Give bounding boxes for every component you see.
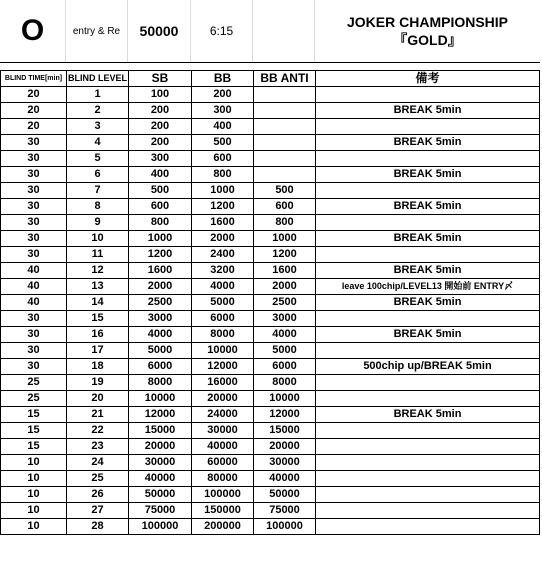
table-row: [1, 439, 540, 455]
cell-bb-anti: 30000: [254, 455, 316, 471]
cell-memo: leave 100chip/LEVEL13 開始前 ENTRY〆: [316, 279, 540, 295]
cell-sb: 800: [129, 215, 192, 231]
cell-blind-level: 17: [67, 343, 129, 359]
cell-bb-anti: 8000: [254, 375, 316, 391]
tournament-title: [315, 0, 540, 62]
start-time: 6:15: [191, 0, 253, 62]
cell-sb: 200: [129, 103, 192, 119]
cell-blind-time: 10: [1, 519, 67, 535]
cell-sb: 6000: [129, 359, 192, 375]
cell-bb: 800: [192, 167, 254, 183]
cell-sb: 5000: [129, 343, 192, 359]
table-row: [1, 167, 540, 183]
table-row: [1, 407, 540, 423]
cell-blind-level: 7: [67, 183, 129, 199]
cell-bb: 1000: [192, 183, 254, 199]
cell-sb: 2500: [129, 295, 192, 311]
cell-bb: 80000: [192, 471, 254, 487]
cell-blind-time: 30: [1, 215, 67, 231]
cell-blind-level: 28: [67, 519, 129, 535]
cell-bb: 400: [192, 119, 254, 135]
cell-blind-level: 1: [67, 87, 129, 103]
cell-blind-time: 15: [1, 423, 67, 439]
cell-bb-anti: 40000: [254, 471, 316, 487]
cell-bb: 1200: [192, 199, 254, 215]
cell-memo: BREAK 5min: [316, 407, 540, 423]
cell-memo: [316, 247, 540, 263]
cell-blind-level: 20: [67, 391, 129, 407]
cell-sb: 75000: [129, 503, 192, 519]
cell-blind-level: 2: [67, 103, 129, 119]
cell-blind-time: 30: [1, 183, 67, 199]
table-row: [1, 295, 540, 311]
cell-bb: 100000: [192, 487, 254, 503]
cell-sb: 400: [129, 167, 192, 183]
cell-sb: 12000: [129, 407, 192, 423]
col-bb-anti: BB ANTI: [254, 71, 316, 87]
cell-sb: 100: [129, 87, 192, 103]
cell-blind-time: 30: [1, 151, 67, 167]
cell-blind-level: 4: [67, 135, 129, 151]
table-row: [1, 391, 540, 407]
cell-memo: BREAK 5min: [316, 103, 540, 119]
cell-sb: 200: [129, 119, 192, 135]
cell-bb: 150000: [192, 503, 254, 519]
cell-memo: [316, 439, 540, 455]
cell-bb-anti: [254, 167, 316, 183]
cell-bb: 30000: [192, 423, 254, 439]
cell-blind-level: 5: [67, 151, 129, 167]
cell-blind-level: 15: [67, 311, 129, 327]
cell-bb-anti: 100000: [254, 519, 316, 535]
cell-blind-time: 20: [1, 119, 67, 135]
cell-blind-level: 12: [67, 263, 129, 279]
cell-blind-level: 21: [67, 407, 129, 423]
cell-blind-time: 15: [1, 407, 67, 423]
cell-bb: 2400: [192, 247, 254, 263]
cell-memo: [316, 311, 540, 327]
table-row: [1, 151, 540, 167]
cell-bb-anti: 15000: [254, 423, 316, 439]
blind-table-body: [1, 87, 540, 535]
cell-blind-time: 10: [1, 455, 67, 471]
cell-bb-anti: [254, 103, 316, 119]
cell-blind-time: 30: [1, 135, 67, 151]
cell-memo: 500chip up/BREAK 5min: [316, 359, 540, 375]
cell-bb-anti: 2000: [254, 279, 316, 295]
cell-blind-level: 23: [67, 439, 129, 455]
cell-blind-level: 19: [67, 375, 129, 391]
cell-bb: 300: [192, 103, 254, 119]
cell-bb-anti: 1000: [254, 231, 316, 247]
table-row: [1, 327, 540, 343]
cell-memo: BREAK 5min: [316, 327, 540, 343]
cell-blind-time: 30: [1, 247, 67, 263]
cell-blind-level: 6: [67, 167, 129, 183]
cell-blind-time: 25: [1, 391, 67, 407]
cell-bb: 1600: [192, 215, 254, 231]
col-blind-time: BLIND TIME[min]: [1, 71, 67, 87]
cell-blind-level: 11: [67, 247, 129, 263]
tournament-title-line1: JOKER CHAMPIONSHIP: [346, 14, 509, 30]
table-row: [1, 375, 540, 391]
cell-bb-anti: 6000: [254, 359, 316, 375]
table-row: [1, 311, 540, 327]
cell-memo: [316, 503, 540, 519]
cell-blind-level: 14: [67, 295, 129, 311]
cell-bb-anti: 2500: [254, 295, 316, 311]
tournament-mark: O: [0, 0, 66, 62]
table-row: [1, 119, 540, 135]
cell-bb: 500: [192, 135, 254, 151]
cell-memo: BREAK 5min: [316, 295, 540, 311]
cell-blind-time: 30: [1, 359, 67, 375]
cell-bb-anti: 1200: [254, 247, 316, 263]
cell-sb: 2000: [129, 279, 192, 295]
cell-bb-anti: [254, 119, 316, 135]
cell-memo: [316, 183, 540, 199]
cell-sb: 20000: [129, 439, 192, 455]
cell-memo: [316, 215, 540, 231]
cell-bb-anti: 3000: [254, 311, 316, 327]
cell-memo: [316, 423, 540, 439]
cell-sb: 50000: [129, 487, 192, 503]
cell-memo: [316, 343, 540, 359]
cell-sb: 300: [129, 151, 192, 167]
cell-blind-time: 25: [1, 375, 67, 391]
table-row: [1, 503, 540, 519]
cell-memo: [316, 375, 540, 391]
cell-blind-time: 15: [1, 439, 67, 455]
cell-blind-time: 20: [1, 87, 67, 103]
cell-memo: BREAK 5min: [316, 199, 540, 215]
col-sb: SB: [129, 71, 192, 87]
col-memo: 備考: [316, 71, 540, 87]
table-row: [1, 247, 540, 263]
cell-sb: 40000: [129, 471, 192, 487]
entry-label: entry & Re: [66, 0, 128, 62]
cell-blind-time: 10: [1, 487, 67, 503]
cell-sb: 15000: [129, 423, 192, 439]
cell-blind-time: 30: [1, 343, 67, 359]
cell-bb-anti: 50000: [254, 487, 316, 503]
table-row: [1, 343, 540, 359]
cell-sb: 1600: [129, 263, 192, 279]
cell-bb: 60000: [192, 455, 254, 471]
cell-bb: 20000: [192, 391, 254, 407]
cell-sb: 1200: [129, 247, 192, 263]
cell-blind-level: 26: [67, 487, 129, 503]
table-row: [1, 103, 540, 119]
cell-bb-anti: 500: [254, 183, 316, 199]
cell-bb: 2000: [192, 231, 254, 247]
table-row: [1, 263, 540, 279]
cell-memo: BREAK 5min: [316, 263, 540, 279]
cell-bb: 8000: [192, 327, 254, 343]
cell-bb: 24000: [192, 407, 254, 423]
cell-sb: 30000: [129, 455, 192, 471]
cell-bb: 200: [192, 87, 254, 103]
cell-sb: 500: [129, 183, 192, 199]
cell-blind-level: 9: [67, 215, 129, 231]
table-row: [1, 215, 540, 231]
table-row: [1, 279, 540, 295]
tournament-header: [0, 0, 540, 63]
cell-bb: 200000: [192, 519, 254, 535]
cell-blind-level: 22: [67, 423, 129, 439]
cell-blind-time: 20: [1, 103, 67, 119]
table-row: [1, 87, 540, 103]
cell-bb-anti: 20000: [254, 439, 316, 455]
cell-bb-anti: 600: [254, 199, 316, 215]
cell-memo: [316, 151, 540, 167]
cell-sb: 100000: [129, 519, 192, 535]
cell-memo: [316, 119, 540, 135]
cell-bb-anti: 5000: [254, 343, 316, 359]
cell-blind-time: 30: [1, 167, 67, 183]
table-row: [1, 519, 540, 535]
cell-bb: 12000: [192, 359, 254, 375]
cell-sb: 8000: [129, 375, 192, 391]
cell-memo: [316, 471, 540, 487]
cell-bb-anti: [254, 135, 316, 151]
cell-blind-time: 30: [1, 311, 67, 327]
cell-memo: BREAK 5min: [316, 135, 540, 151]
cell-blind-level: 24: [67, 455, 129, 471]
cell-bb: 600: [192, 151, 254, 167]
cell-blind-time: 40: [1, 263, 67, 279]
cell-blind-time: 30: [1, 231, 67, 247]
cell-memo: [316, 391, 540, 407]
cell-sb: 200: [129, 135, 192, 151]
blind-table: [0, 70, 540, 535]
table-row: [1, 135, 540, 151]
table-row: [1, 423, 540, 439]
cell-blind-time: 30: [1, 199, 67, 215]
cell-sb: 3000: [129, 311, 192, 327]
table-row: [1, 199, 540, 215]
table-row: [1, 359, 540, 375]
cell-blind-level: 18: [67, 359, 129, 375]
cell-bb-anti: 800: [254, 215, 316, 231]
cell-sb: 1000: [129, 231, 192, 247]
cell-blind-level: 13: [67, 279, 129, 295]
cell-blind-level: 16: [67, 327, 129, 343]
cell-bb: 6000: [192, 311, 254, 327]
cell-bb-anti: 4000: [254, 327, 316, 343]
cell-blind-level: 3: [67, 119, 129, 135]
cell-bb-anti: 75000: [254, 503, 316, 519]
header-blank-cell: [253, 0, 315, 62]
cell-bb: 3200: [192, 263, 254, 279]
cell-bb-anti: 10000: [254, 391, 316, 407]
cell-blind-time: 10: [1, 471, 67, 487]
cell-sb: 4000: [129, 327, 192, 343]
cell-blind-level: 10: [67, 231, 129, 247]
table-row: [1, 471, 540, 487]
cell-bb: 10000: [192, 343, 254, 359]
cell-blind-time: 30: [1, 327, 67, 343]
cell-blind-time: 10: [1, 503, 67, 519]
col-bb: BB: [192, 71, 254, 87]
cell-bb-anti: 12000: [254, 407, 316, 423]
cell-blind-level: 25: [67, 471, 129, 487]
cell-memo: [316, 487, 540, 503]
cell-memo: BREAK 5min: [316, 231, 540, 247]
cell-blind-level: 8: [67, 199, 129, 215]
cell-memo: [316, 455, 540, 471]
cell-blind-time: 40: [1, 295, 67, 311]
tournament-title-line2: 『GOLD』: [393, 32, 462, 48]
cell-bb-anti: [254, 151, 316, 167]
cell-memo: [316, 87, 540, 103]
cell-sb: 600: [129, 199, 192, 215]
cell-blind-time: 40: [1, 279, 67, 295]
cell-sb: 10000: [129, 391, 192, 407]
cell-memo: BREAK 5min: [316, 167, 540, 183]
cell-blind-level: 27: [67, 503, 129, 519]
cell-bb: 5000: [192, 295, 254, 311]
table-row: [1, 183, 540, 199]
table-row: [1, 487, 540, 503]
table-row: [1, 455, 540, 471]
cell-bb: 40000: [192, 439, 254, 455]
blind-table-header-row: [1, 71, 540, 87]
cell-bb: 4000: [192, 279, 254, 295]
starting-stack: 50000: [128, 0, 191, 62]
cell-bb-anti: [254, 87, 316, 103]
col-blind-level: BLIND LEVEL: [67, 71, 129, 87]
cell-memo: [316, 519, 540, 535]
table-row: [1, 231, 540, 247]
cell-bb-anti: 1600: [254, 263, 316, 279]
cell-bb: 16000: [192, 375, 254, 391]
